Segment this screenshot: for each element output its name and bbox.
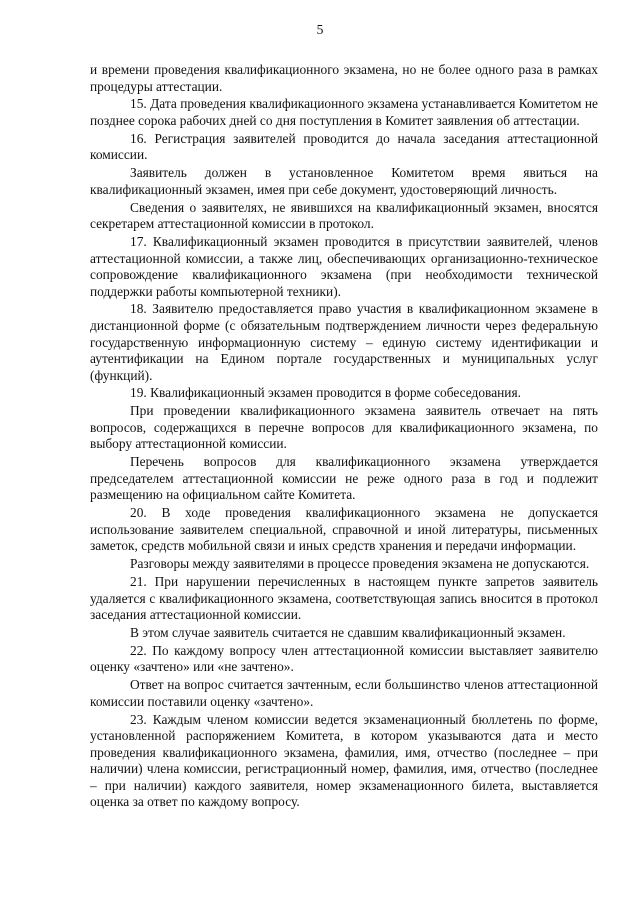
- paragraph-absent-applicants: Сведения о заявителях, не явившихся на квалификационный экзамен, вносятся секретарем аттестационной комиссии в протокол.: [90, 199, 598, 232]
- paragraph-item-17: 17. Квалификационный экзамен проводится в присутствии заявителей, членов аттестационной комиссии, а также лиц, обеспечивающих организационно-техническое сопровождение квалификационного экзамена (при необходимости технической поддержки работы компьютерной техники).: [90, 233, 598, 299]
- paragraph-applicant-arrival: Заявитель должен в установленное Комитетом время явиться на квалификационный экзамен, имея при себе документ, удостоверяющий личность.: [90, 165, 598, 197]
- paragraph-item-15: 15. Дата проведения квалификационного экзамена устанавливается Комитетом не позднее сорока рабочих дней со дня поступления в Комитет заявления об аттестации.: [90, 96, 598, 128]
- document-body: [90, 62, 598, 812]
- paragraph-question-list: Перечень вопросов для квалификационного экзамена утверждается председателем аттестационной комиссии не реже одного раза в год и подлежит размещению на официальном сайте Комитета.: [90, 454, 598, 503]
- paragraph-item-16: 16. Регистрация заявителей проводится до начала заседания аттестационной комиссии.: [90, 130, 598, 163]
- paragraph-answer-credited: Ответ на вопрос считается зачтенным, если большинство членов аттестационной комиссии поставили оценку «зачтено».: [90, 677, 598, 709]
- paragraph-item-23: 23. Каждым членом комиссии ведется экзаменационный бюллетень по форме, установленной распоряжением Комитета, в котором указываются дата и место проведения квалификационного экзамена, фамилия, имя, отчество (последнее – при наличии) члена комиссии, регистрационный номер, фамилия, имя, отчество (последнее – при наличии) каждого заявителя, номер экзаменационного билета, выставляется оценка за ответ по каждому вопросу.: [90, 711, 598, 810]
- paragraph-failed-exam: В этом случае заявитель считается не сдавшим квалификационный экзамен.: [130, 624, 566, 640]
- paragraph-item-22: 22. По каждому вопросу член аттестационной комиссии выставляет заявителю оценку «зачтено» или «не зачтено».: [90, 642, 598, 675]
- paragraph-item-20: 20. В ходе проведения квалификационного экзамена не допускается использование заявителем специальной, справочной и иной литературы, письменных заметок, средств мобильной связи и иных средств хранения и передачи информации.: [90, 505, 598, 554]
- page-number: 5: [316, 22, 324, 37]
- paragraph-five-questions: При проведении квалификационного экзамена заявитель отвечает на пять вопросов, содержащихся в перечне вопросов для квалификационного экзамена, по выбору аттестационной комиссии.: [90, 403, 598, 452]
- paragraph-no-talking: Разговоры между заявителями в процессе проведения экзамена не допускаются.: [130, 556, 590, 572]
- paragraph-continuation: и времени проведения квалификационного экзамена, но не более одного раза в рамках процедуры аттестации.: [90, 62, 598, 94]
- paragraph-item-21: 21. При нарушении перечисленных в настоящем пункте запретов заявитель удаляется с квалификационного экзамена, соответствующая запись вносится в протокол заседания аттестационной комиссии.: [90, 573, 598, 623]
- paragraph-item-19: 19. Квалификационный экзамен проводится в форме собеседования.: [130, 385, 521, 401]
- paragraph-item-18: 18. Заявителю предоставляется право участия в квалификационном экзамене в дистанционной форме (с обязательным подтверждением личности через федеральную государственную информационную систему – единую систему идентификации и аутентификации на Едином портале государственных и муниципальных услуг (функций).: [90, 301, 598, 383]
